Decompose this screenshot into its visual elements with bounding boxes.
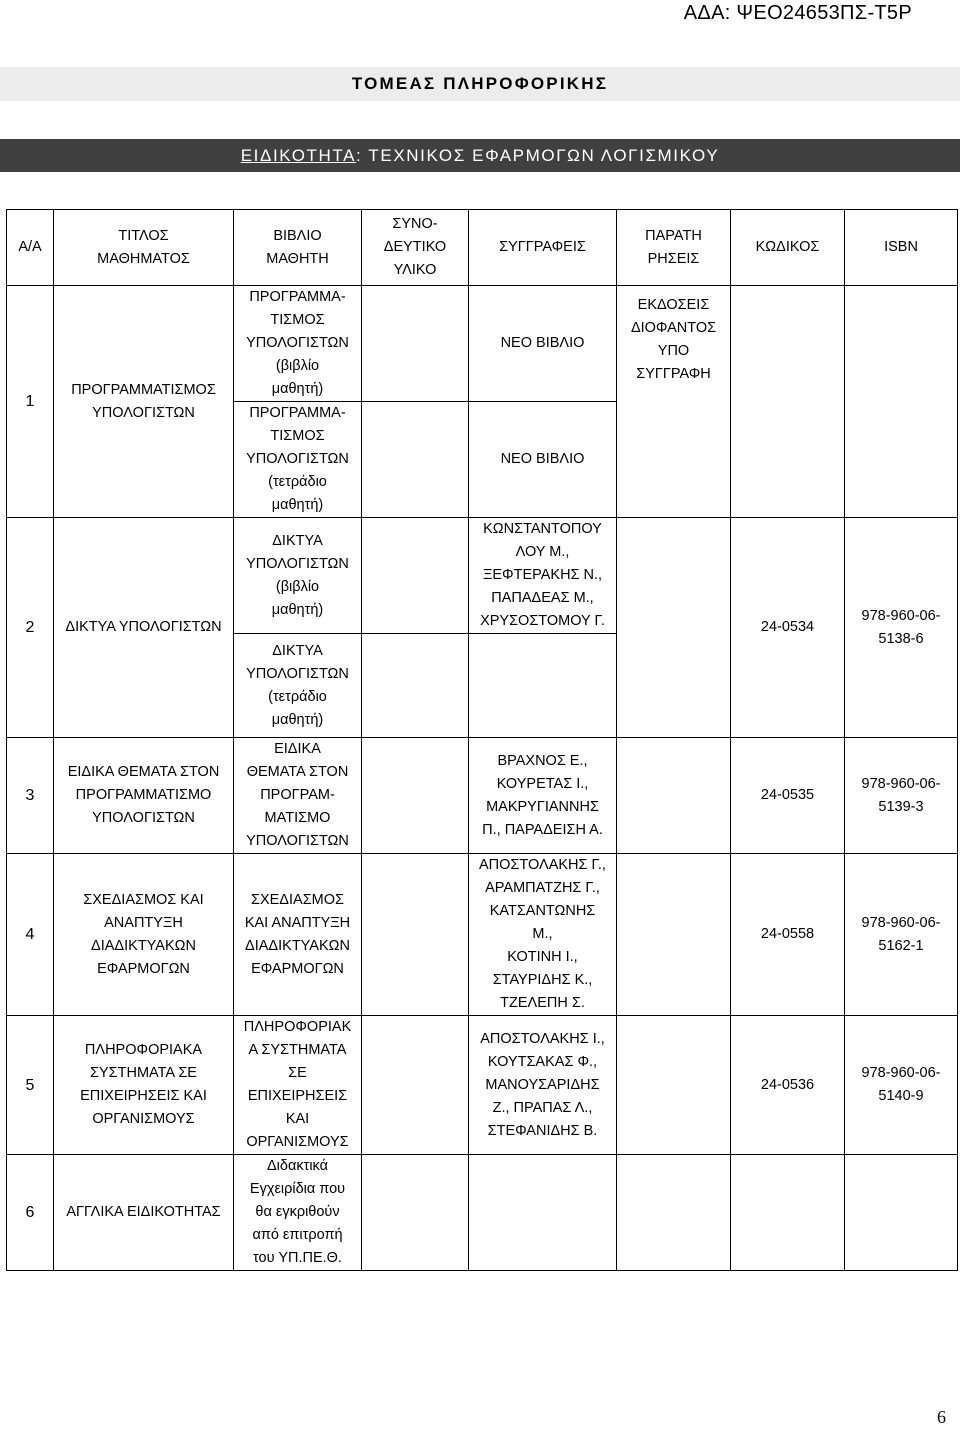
authors: ΑΠΟΣΤΟΛΑΚΗΣ Ι., ΚΟΥΤΣΑΚΑΣ Φ., ΜΑΝΟΥΣΑΡΙΔΗΣ Ζ., ΠΡΑΠΑΣ Λ., ΣΤΕΦΑΝΙΔΗΣ Β.	[469, 1016, 617, 1155]
aux-material	[362, 738, 469, 854]
student-book: Διδακτικά Εγχειρίδια που θα εγκριθούν από επιτροπή του ΥΠ.ΠΕ.Θ.	[234, 1155, 362, 1271]
aux-material	[362, 518, 469, 634]
isbn: 978-960-06- 5139-3	[845, 738, 958, 854]
specialty-value: ΤΕΧΝΙΚΟΣ ΕΦΑΡΜΟΓΩΝ ΛΟΓΙΣΜΙΚΟΥ	[362, 145, 720, 165]
table-row	[7, 518, 958, 634]
course-title: ΑΓΓΛΙΚΑ ΕΙΔΙΚΟΤΗΤΑΣ	[54, 1155, 234, 1271]
page-number: 6	[937, 1407, 946, 1427]
table-row	[7, 1016, 958, 1155]
course-title: ΠΡΟΓΡΑΜΜΑΤΙΣΜΟΣ ΥΠΟΛΟΓΙΣΤΩΝ	[54, 286, 234, 518]
aux-material	[362, 1155, 469, 1271]
course-title: ΕΙΔΙΚΑ ΘΕΜΑΤΑ ΣΤΟΝ ΠΡΟΓΡΑΜΜΑΤΙΣΜΟ ΥΠΟΛΟΓΙΣΤΩΝ	[54, 738, 234, 854]
student-book: ΕΙΔΙΚΑ ΘΕΜΑΤΑ ΣΤΟΝ ΠΡΟΓΡΑΜ- ΜΑΤΙΣΜΟ ΥΠΟΛΟΓΙΣΤΩΝ	[234, 738, 362, 854]
books-table	[6, 209, 958, 1271]
row-number: 3	[7, 738, 54, 854]
student-book: ΠΛΗΡΟΦΟΡΙΑΚ Α ΣΥΣΤΗΜΑΤΑ ΣΕ ΕΠΙΧΕΙΡΗΣΕΙΣ ΚΑΙ ΟΡΓΑΝΙΣΜΟΥΣ	[234, 1016, 362, 1155]
aux-material	[362, 1016, 469, 1155]
book-code: 24-0534	[731, 518, 845, 738]
header-authors: ΣΥΓΓΡΑΦΕΙΣ	[469, 210, 617, 286]
table-row	[7, 1155, 958, 1271]
notes	[617, 518, 731, 738]
isbn: 978-960-06- 5138-6	[845, 518, 958, 738]
authors: ΝΕΟ ΒΙΒΛΙΟ	[469, 402, 617, 518]
book-code	[731, 286, 845, 518]
header-book: ΒΙΒΛΙΟ ΜΑΘΗΤΗ	[234, 210, 362, 286]
specialty-band	[0, 139, 960, 172]
notes	[617, 1016, 731, 1155]
row-number: 2	[7, 518, 54, 738]
authors: ΒΡΑΧΝΟΣ Ε., ΚΟΥΡΕΤΑΣ Ι., ΜΑΚΡΥΓΙΑΝΝΗΣ Π., ΠΑΡΑΔΕΙΣΗ Α.	[469, 738, 617, 854]
header-title: ΤΙΤΛΟΣ ΜΑΘΗΜΑΤΟΣ	[54, 210, 234, 286]
specialty-separator: :	[356, 145, 363, 165]
student-book: ΠΡΟΓΡΑΜΜΑ- ΤΙΣΜΟΣ ΥΠΟΛΟΓΙΣΤΩΝ (βιβλίο μαθητή)	[234, 286, 362, 402]
student-book: ΣΧΕΔΙΑΣΜΟΣ ΚΑΙ ΑΝΑΠΤΥΞΗ ΔΙΑΔΙΚΤΥΑΚΩΝ ΕΦΑΡΜΟΓΩΝ	[234, 854, 362, 1016]
isbn	[845, 286, 958, 518]
sector-title: ΤΟΜΕΑΣ ΠΛΗΡΟΦΟΡΙΚΗΣ	[0, 67, 960, 101]
aux-material	[362, 402, 469, 518]
header-aux: ΣΥΝΟ- ΔΕΥΤΙΚΟ ΥΛΙΚΟ	[362, 210, 469, 286]
course-title: ΠΛΗΡΟΦΟΡΙΑΚΑ ΣΥΣΤΗΜΑΤΑ ΣΕ ΕΠΙΧΕΙΡΗΣΕΙΣ ΚΑΙ ΟΡΓΑΝΙΣΜΟΥΣ	[54, 1016, 234, 1155]
authors: ΑΠΟΣΤΟΛΑΚΗΣ Γ., ΑΡΑΜΠΑΤΖΗΣ Γ., ΚΑΤΣΑΝΤΩΝΗΣ Μ., ΚΟΤΙΝΗ Ι., ΣΤΑΥΡΙΔΗΣ Κ., ΤΖΕΛΕΠΗ Σ.	[469, 854, 617, 1016]
row-number: 5	[7, 1016, 54, 1155]
aux-material	[362, 634, 469, 738]
table-row	[7, 738, 958, 854]
aux-material	[362, 854, 469, 1016]
authors	[469, 634, 617, 738]
header-notes: ΠΑΡΑΤΗ ΡΗΣΕΙΣ	[617, 210, 731, 286]
ada-code: ΑΔΑ: ΨΕΟ24653ΠΣ-Τ5Ρ	[683, 2, 912, 24]
book-code: 24-0535	[731, 738, 845, 854]
course-title: ΣΧΕΔΙΑΣΜΟΣ ΚΑΙ ΑΝΑΠΤΥΞΗ ΔΙΑΔΙΚΤΥΑΚΩΝ ΕΦΑΡΜΟΓΩΝ	[54, 854, 234, 1016]
row-number: 1	[7, 286, 54, 518]
aux-material	[362, 286, 469, 402]
student-book: ΔΙΚΤΥΑ ΥΠΟΛΟΓΙΣΤΩΝ (τετράδιο μαθητή)	[234, 634, 362, 738]
header-row	[7, 210, 958, 286]
isbn: 978-960-06- 5162-1	[845, 854, 958, 1016]
authors: ΚΩΝΣΤΑΝΤΟΠΟΥ ΛΟΥ Μ., ΞΕΦΤΕΡΑΚΗΣ Ν., ΠΑΠΑΔΕΑΣ Μ., ΧΡΥΣΟΣΤΟΜΟΥ Γ.	[469, 518, 617, 634]
book-code: 24-0536	[731, 1016, 845, 1155]
authors	[469, 1155, 617, 1271]
table-row	[7, 286, 958, 402]
row-number: 4	[7, 854, 54, 1016]
row-number: 6	[7, 1155, 54, 1271]
isbn	[845, 1155, 958, 1271]
header-code: ΚΩΔΙΚΟΣ	[731, 210, 845, 286]
notes	[617, 1155, 731, 1271]
course-title: ΔΙΚΤΥΑ ΥΠΟΛΟΓΙΣΤΩΝ	[54, 518, 234, 738]
student-book: ΠΡΟΓΡΑΜΜΑ- ΤΙΣΜΟΣ ΥΠΟΛΟΓΙΣΤΩΝ (τετράδιο μαθητή)	[234, 402, 362, 518]
header-isbn: ISBN	[845, 210, 958, 286]
notes	[617, 738, 731, 854]
specialty-label: ΕΙΔΙΚΟΤΗΤΑ	[240, 145, 357, 165]
isbn: 978-960-06- 5140-9	[845, 1016, 958, 1155]
student-book: ΔΙΚΤΥΑ ΥΠΟΛΟΓΙΣΤΩΝ (βιβλίο μαθητή)	[234, 518, 362, 634]
notes: ΕΚΔΟΣΕΙΣ ΔΙΟΦΑΝΤΟΣ ΥΠΟ ΣΥΓΓΡΑΦΗ	[617, 286, 731, 518]
header-aa: Α/Α	[7, 210, 54, 286]
book-code	[731, 1155, 845, 1271]
notes	[617, 854, 731, 1016]
book-code: 24-0558	[731, 854, 845, 1016]
table-row	[7, 854, 958, 1016]
authors: ΝΕΟ ΒΙΒΛΙΟ	[469, 286, 617, 402]
